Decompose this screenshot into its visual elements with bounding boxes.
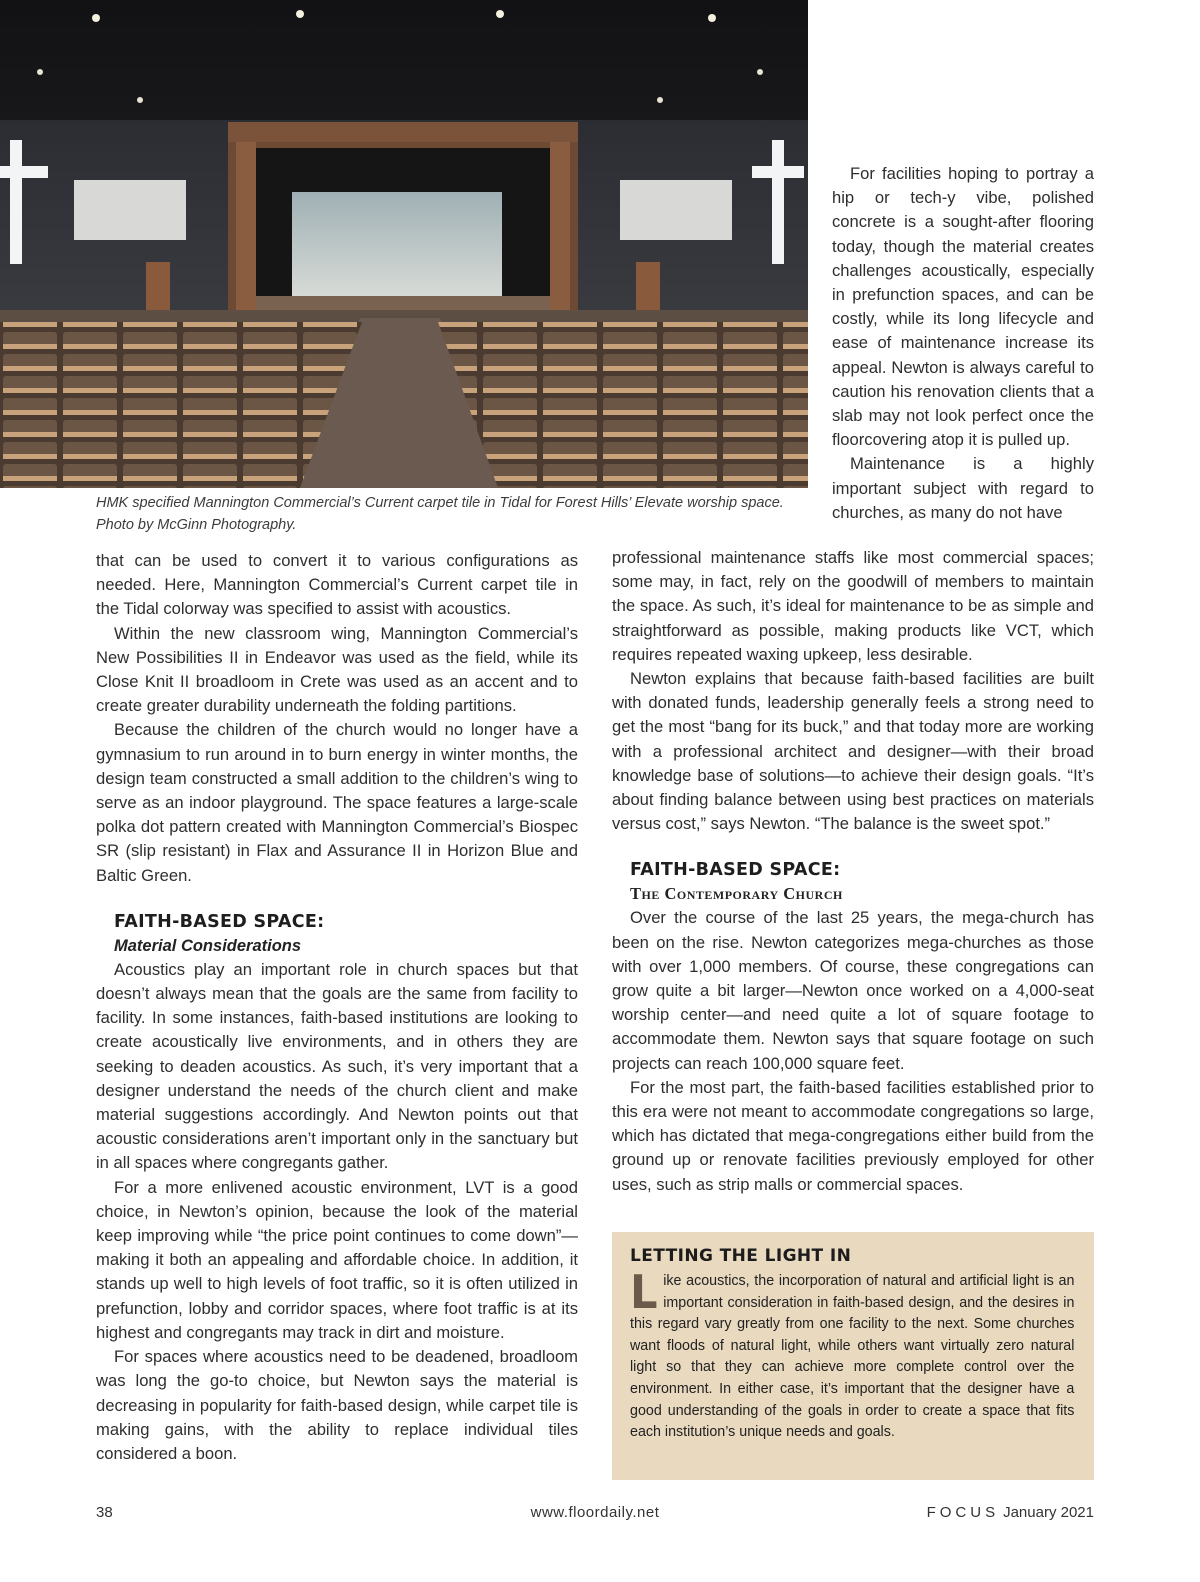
drop-cap: L [630,1265,658,1319]
page-number: 38 [96,1504,113,1521]
sidebar-letting-the-light-in [612,1232,1094,1480]
section-heading: FAITH-BASED SPACE: [630,860,841,881]
section-heading: FAITH-BASED SPACE: [114,911,325,932]
publication-name: FOCUS [926,1504,1000,1521]
sidebar-title: LETTING THE LIGHT IN [630,1246,852,1266]
auditorium-photo [0,0,808,488]
right-top-column [832,162,1094,525]
paragraph: Maintenance is a highly important subject with regard to churches, as many do not have [832,454,1094,522]
paragraph: For the most part, the faith-based facilities established prior to this era were not meant to accommodate congregations so large, which has dictated that mega-congregations either build from the ground up or renovate facilities previously employed for other uses, such as strip malls or commercial spaces. [612,1077,1094,1194]
photo-caption [96,492,816,536]
right-column [612,546,1094,1197]
page-footer [96,1504,1094,1528]
paragraph: For facilities hoping to portray a hip or tech-y vibe, polished concrete is a sought-after flooring today, though the material creates challenges acoustically, especially in prefunction spaces, and can be costly, while its long lifecycle and ease of maintenance increase its appeal. Newton is always careful to caution his renovation clients that a slab may not look perfect once the floorcovering atop it is pulled up. [832,164,1094,450]
paragraph: professional maintenance staffs like most commercial spaces; some may, in fact, rely on the goodwill of members to maintain the space. As such, it’s ideal for maintenance to be as simple and straightforward as possible, making products like VCT, which requires repeated waxing upkeep, less desirable. [612,548,1094,664]
website-url: www.floordaily.net [530,1504,660,1521]
auditorium-illustration [0,0,808,488]
paragraph: Over the course of the last 25 years, the mega-church has been on the rise. Newton categorizes mega-churches as those with over 1,000 members. Of course, these congregations can grow quite a bit larger—Newton once worked on a 4,000-seat worship center—and need quite a lot of square footage to accommodate them. Newton says that square footage on such projects can reach 100,000 square feet. [612,908,1094,1073]
paragraph: that can be used to convert it to various configurations as needed. Here, Mannington Commercial’s Current carpet tile in the Tidal colorway was specified to assist with acoustics. [96,551,578,619]
caption-line-2: Photo by McGinn Photography. [96,517,297,533]
paragraph: For spaces where acoustics need to be deadened, broadloom was long the go-to choice, but Newton says the material is decreasing in popularity for faith-based design, while carpet tile is making gains, with the ability to replace individual tiles considered a boon. [96,1347,578,1463]
left-column [96,549,578,1466]
section-subheading: The Contemporary Church [630,884,843,904]
publication-issue [927,1504,1094,1521]
section-subheading: Material Considerations [114,936,302,955]
paragraph: Within the new classroom wing, Mannington Commercial’s New Possibilities II in Endeavor was used as the field, while its Close Knit II broadloom in Crete was used as an accent and to create greater durability underneath the folding partitions. [96,623,578,716]
sidebar-text: ike acoustics, the incorporation of natural and artificial light is an important consideration in faith-based design, and the desires in this regard vary greatly from one facility to the next. Some churches want floods of natural light, while others want virtually zero natural light so that they can achieve more complete control over the environment. In either case, it’s important that the designer have a good understanding of the goals in order to create a space that fits each institution’s unique needs and goals. [630,1272,1075,1441]
paragraph: Acoustics play an important role in church spaces but that doesn’t always mean that the goals are the same from facility to facility. In some instances, faith-based institutions are looking to create acoustically live environments, and in others they are seeking to deaden acoustics. As such, it’s very important that a designer understand the needs of the church client and make material suggestions accordingly. And Newton points out that acoustic considerations aren’t important only in the sanctuary but in all spaces where congregants gather. [96,959,578,1173]
issue-date: January 2021 [1003,1504,1094,1521]
paragraph: For a more enlivened acoustic environment, LVT is a good choice, in Newton’s opinion, because the look of the material keep improving while “the price point continues to come down”—making it both an appealing and affordable choice. In addition, it stands up well to high levels of foot traffic, so it is often utilized in prefunction, lobby and corridor spaces, where foot traffic is at its highest and congregants may track in dirt and moisture. [96,1177,578,1342]
sidebar-body [630,1265,1075,1443]
paragraph: Because the children of the church would no longer have a gymnasium to run around in to burn energy in winter months, the design team constructed a small addition to the children’s wing to serve as an indoor playground. The space features a large-scale polka dot pattern created with Mannington Commercial’s Biospec SR (slip resistant) in Flax and Assurance II in Horizon Blue and Baltic Green. [96,720,578,885]
paragraph: Newton explains that because faith-based facilities are built with donated funds, leadership generally feels a strong need to get the most “bang for its buck,” and that today more are working with a professional architect and designer—with their broad knowledge base of solutions—to achieve their design goals. “It’s about finding balance between using best practices on materials versus cost,” says Newton. “The balance is the sweet spot.” [612,669,1094,834]
caption-line-1: HMK specified Mannington Commercial’s Current carpet tile in Tidal for Forest Hills’ Elevate worship space. [96,495,784,511]
